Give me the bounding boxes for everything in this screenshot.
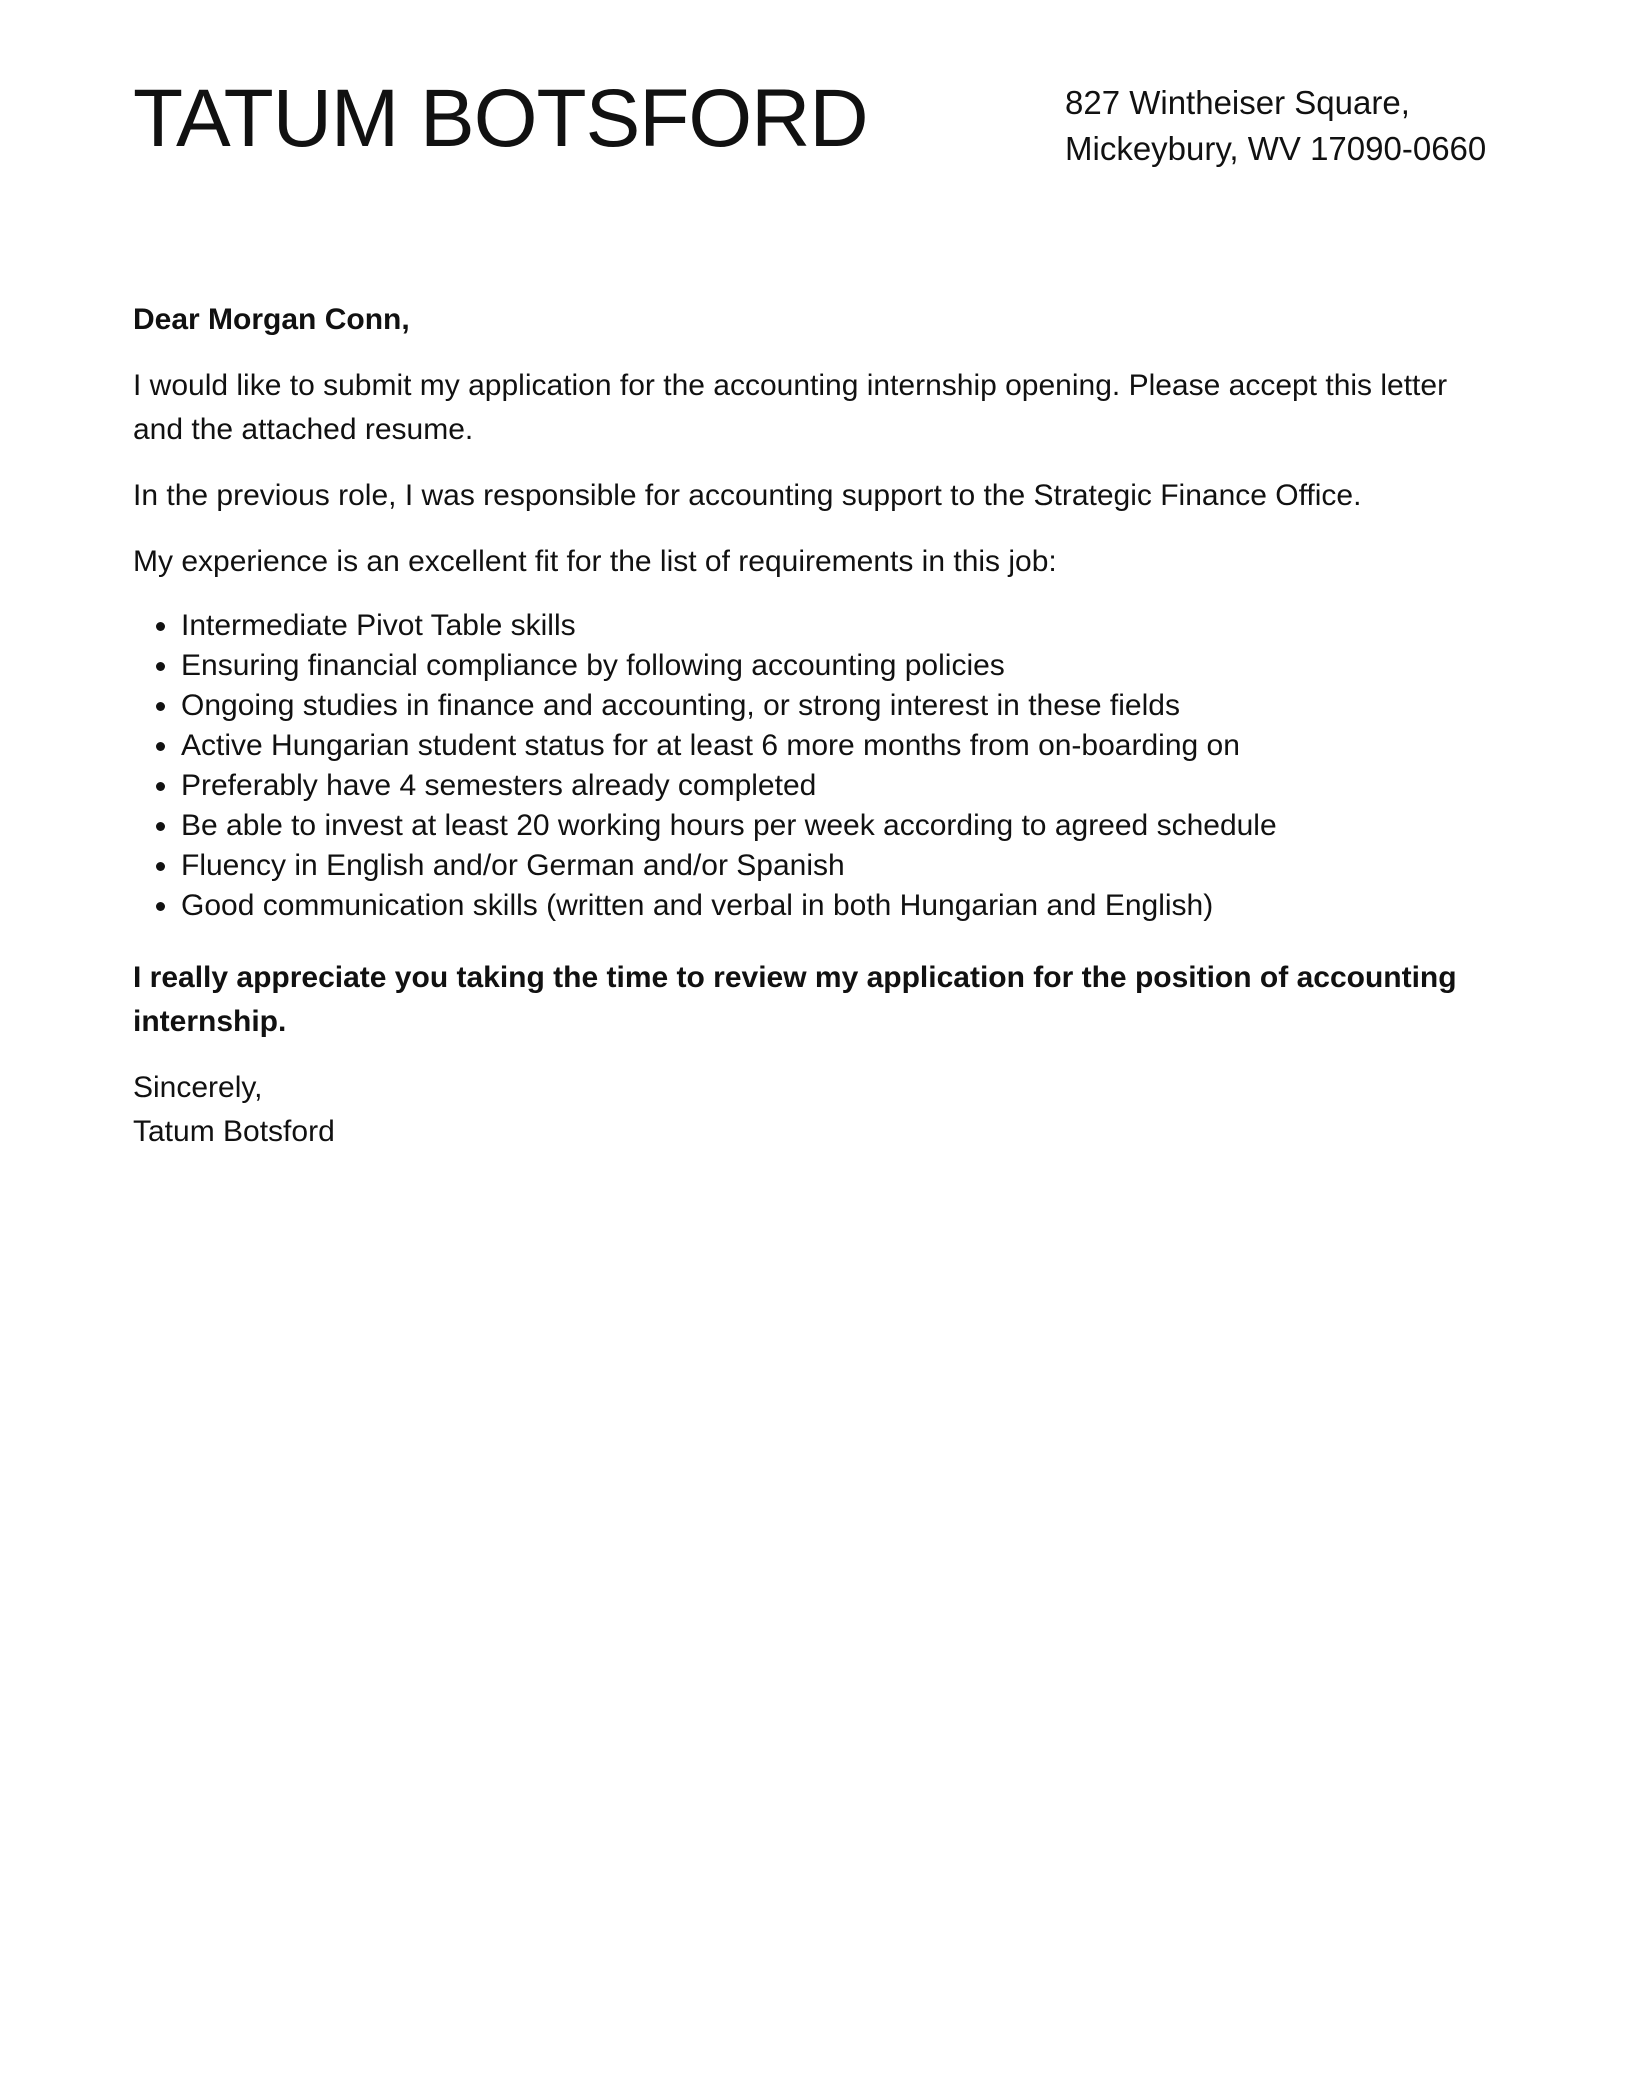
paragraph-requirements-lead: My experience is an excellent fit for the list of requirements in this job: [133, 545, 1057, 578]
applicant-address [1065, 80, 1486, 172]
list-item: Fluency in English and/or German and/or Spanish [181, 846, 1499, 886]
address-line-2: Mickeybury, WV 17090-0660 [1065, 130, 1487, 167]
paragraph-previous-role: In the previous role, I was responsible for accounting support to the Strategic Finance Office. [133, 479, 1362, 512]
requirements-list [133, 606, 1499, 926]
list-item: Ensuring financial compliance by following accounting policies [181, 646, 1499, 686]
letter-body [133, 298, 1499, 1154]
signature-name: Tatum Botsford [133, 1115, 335, 1148]
signoff-block [133, 1066, 1499, 1154]
list-item: Ongoing studies in finance and accounting, or strong interest in these fields [181, 686, 1499, 726]
list-item: Intermediate Pivot Table skills [181, 606, 1499, 646]
list-item: Be able to invest at least 20 working hours per week according to agreed schedule [181, 806, 1499, 846]
signoff: Sincerely, [133, 1071, 263, 1104]
letter-header [133, 70, 1499, 180]
address-line-1: 827 Wintheiser Square, [1065, 84, 1410, 121]
closing-statement: I really appreciate you taking the time to review my application for the position of accounting internship. [133, 961, 1457, 1038]
applicant-name: TATUM BOTSFORD [133, 73, 868, 164]
list-item: Active Hungarian student status for at least 6 more months from on-boarding on [181, 726, 1499, 766]
salutation: Dear Morgan Conn, [133, 303, 410, 336]
list-item: Preferably have 4 semesters already completed [181, 766, 1499, 806]
paragraph-intro: I would like to submit my application for the accounting internship opening. Please accept this letter and the attached resume. [133, 369, 1448, 446]
list-item: Good communication skills (written and verbal in both Hungarian and English) [181, 886, 1499, 926]
